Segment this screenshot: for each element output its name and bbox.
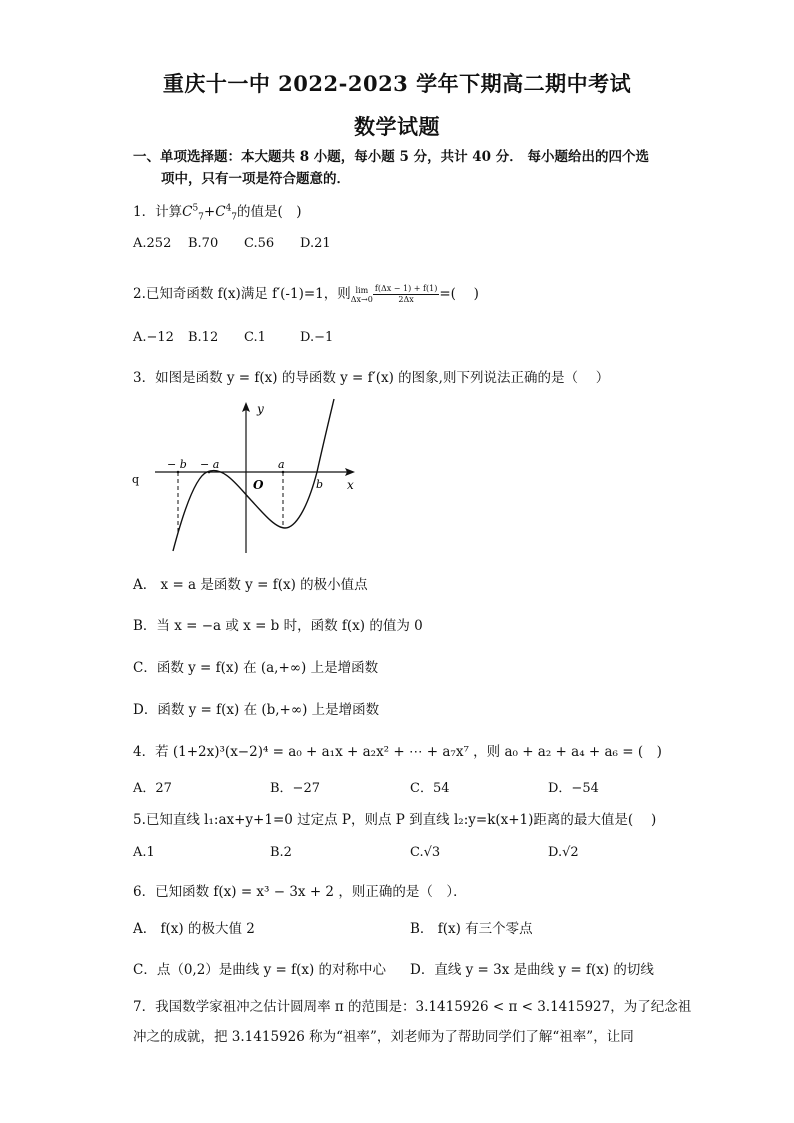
y-axis-label: y	[257, 402, 264, 416]
q6-option-d: D．直线 y = 3x 是曲线 y = f(x) 的切线	[410, 962, 654, 978]
q5-option-d: D.√2	[548, 845, 579, 860]
q2-option-b: B.12	[188, 330, 219, 345]
page-title: 重庆十一中 2022-2023 学年下期高二期中考试	[162, 71, 632, 96]
derivative-graph	[125, 395, 365, 560]
q4-option-b: B．−27	[270, 781, 320, 796]
tick-neg-a	[208, 471, 211, 474]
question-7-line2: 冲之的成就，把 3.1415926 称为“祖率”，刘老师为了帮助同学们了解“祖率”，让同	[133, 1029, 634, 1045]
question-5: 5.已知直线 l₁:ax+y+1=0 过定点 P，则点 P 到直线 l₂:y=k(x+1)距离的最大值是( )	[133, 812, 657, 828]
q6-option-a: A． f(x) 的极大值 2	[133, 921, 255, 937]
label-q: q	[132, 473, 140, 486]
q1-option-d: D.21	[300, 236, 331, 251]
derivative-curve	[173, 399, 334, 551]
q1-option-a: A.252	[133, 236, 172, 251]
label-a: a	[278, 458, 285, 471]
q6-option-b: B． f(x) 有三个零点	[410, 921, 533, 937]
question-7-line1: 7．我国数学家祖冲之估计圆周率 π 的范围是：3.1415926 < π < 3.1415927，为了纪念祖	[133, 999, 692, 1015]
q4-option-a: A．27	[133, 781, 172, 796]
q3-option-a: A． x = a 是函数 y = f(x) 的极小值点	[133, 577, 368, 593]
label-b: b	[316, 478, 324, 491]
label-neg-a: − a	[200, 458, 220, 471]
question-3: 3．如图是函数 y = f(x) 的导函数 y = f′(x) 的图象,则下列说法正确的是（ ）	[133, 370, 610, 386]
q5-option-a: A.1	[133, 845, 155, 860]
q5-option-b: B.2	[270, 845, 292, 860]
x-axis-label: x	[347, 478, 354, 492]
page-subtitle: 数学试题	[354, 114, 440, 139]
q1-option-c: C.56	[244, 236, 275, 251]
q2-option-d: D.−1	[300, 330, 334, 345]
section-heading-line1: 一、单项选择题：本大题共 8 小题，每小题 5 分，共计 40 分． 每小题给出的四个选	[133, 149, 649, 165]
q4-option-c: C．54	[410, 781, 450, 796]
origin-label: O	[253, 478, 264, 492]
label-neg-b: − b	[167, 458, 187, 471]
tick-a	[282, 471, 285, 474]
q3-option-c: C．函数 y = f(x) 在 (a,+∞) 上是增函数	[133, 660, 379, 676]
q3-option-b: B．当 x = −a 或 x = b 时，函数 f(x) 的值为 0	[133, 618, 423, 634]
question-1: 1．计算$C^5_7+C^4_7$的值是( )	[133, 203, 302, 223]
q5-option-c: C.√3	[410, 845, 441, 860]
question-6: 6．已知函数 f(x) = x³ − 3x + 2 ，则正确的是（ ）．	[133, 884, 467, 900]
section-heading-line2: 项中，只有一项是符合题意的．	[161, 171, 350, 187]
q1-option-b: B.70	[188, 236, 219, 251]
q4-option-d: D．−54	[548, 781, 599, 796]
limit-fraction: $\frac{f(\Delta x - 1) + f(1)}{2\Delta x}$	[374, 284, 438, 304]
q2-option-c: C.1	[244, 330, 266, 345]
limit-expression: lim Δx→0	[350, 285, 373, 304]
q6-option-c: C．点（0,2）是曲线 y = f(x) 的对称中心	[133, 962, 387, 978]
tick-neg-b	[177, 471, 180, 474]
q3-option-d: D．函数 y = f(x) 在 (b,+∞) 上是增函数	[133, 702, 380, 718]
question-2: 2.已知奇函数 f(x)满足 f′(-1)=1，则 lim Δx→0 $\frac{f(\Delta x - 1) + f(1)}{2\Delta x}$ =( )	[133, 284, 479, 304]
question-4: 4．若 (1+2x)³(x−2)⁴ = a₀ + a₁x + a₂x² + ⋯ + a₇x⁷ ，则 a₀ + a₂ + a₄ + a₆ = ( )	[133, 744, 662, 760]
q2-option-a: A.−12	[133, 330, 174, 345]
